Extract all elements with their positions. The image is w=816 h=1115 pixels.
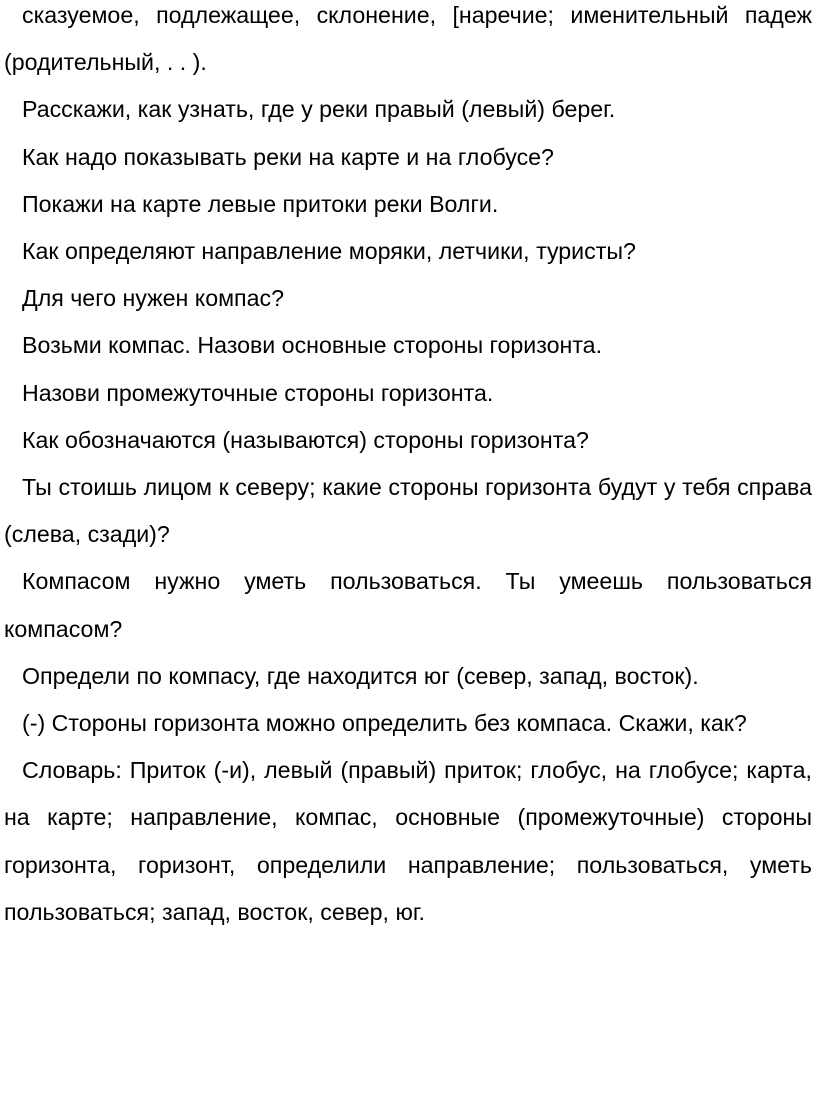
document-body bbox=[4, 0, 812, 936]
question-direction: Как определяют направление моряки, летчики, туристы? bbox=[22, 238, 636, 265]
question-river-bank: Расскажи, как узнать, где у реки правый (левый) берег. bbox=[22, 96, 616, 123]
vocabulary-list: Словарь: Приток (-и), левый (правый) приток; глобус, на глобусе; карта, на карте; направление, компас, основные (промежуточные) стороны горизонта, горизонт, определили направление; пользоваться, уметь пользоваться; запад, восток, север, юг. bbox=[4, 757, 812, 925]
task-main-directions: Возьми компас. Назови основные стороны горизонта. bbox=[22, 332, 603, 359]
question-direction-notation: Как обозначаются (называются) стороны горизонта? bbox=[22, 426, 589, 453]
question-rivers-on-map: Как надо показывать реки на карте и на глобусе? bbox=[22, 143, 554, 170]
paragraph-grammar-terms: сказуемое, подлежащее, склонение, [наречие; именительный падеж (родительный, . . ). bbox=[4, 2, 812, 76]
task-volga-tributaries: Покажи на карте левые притоки реки Волги. bbox=[22, 190, 499, 217]
task-intermediate-directions: Назови промежуточные стороны горизонта. bbox=[22, 379, 494, 406]
question-using-compass: Компасом нужно уметь пользоваться. Ты умеешь пользоваться компасом? bbox=[4, 568, 812, 642]
task-find-south: Определи по компасу, где находится юг (север, запад, восток). bbox=[22, 662, 699, 689]
question-without-compass: (-) Стороны горизонта можно определить без компаса. Скажи, как? bbox=[22, 710, 747, 737]
question-facing-north: Ты стоишь лицом к северу; какие стороны горизонта будут у тебя справа (слева, сзади)? bbox=[4, 474, 812, 548]
question-compass-purpose: Для чего нужен компас? bbox=[22, 285, 284, 312]
